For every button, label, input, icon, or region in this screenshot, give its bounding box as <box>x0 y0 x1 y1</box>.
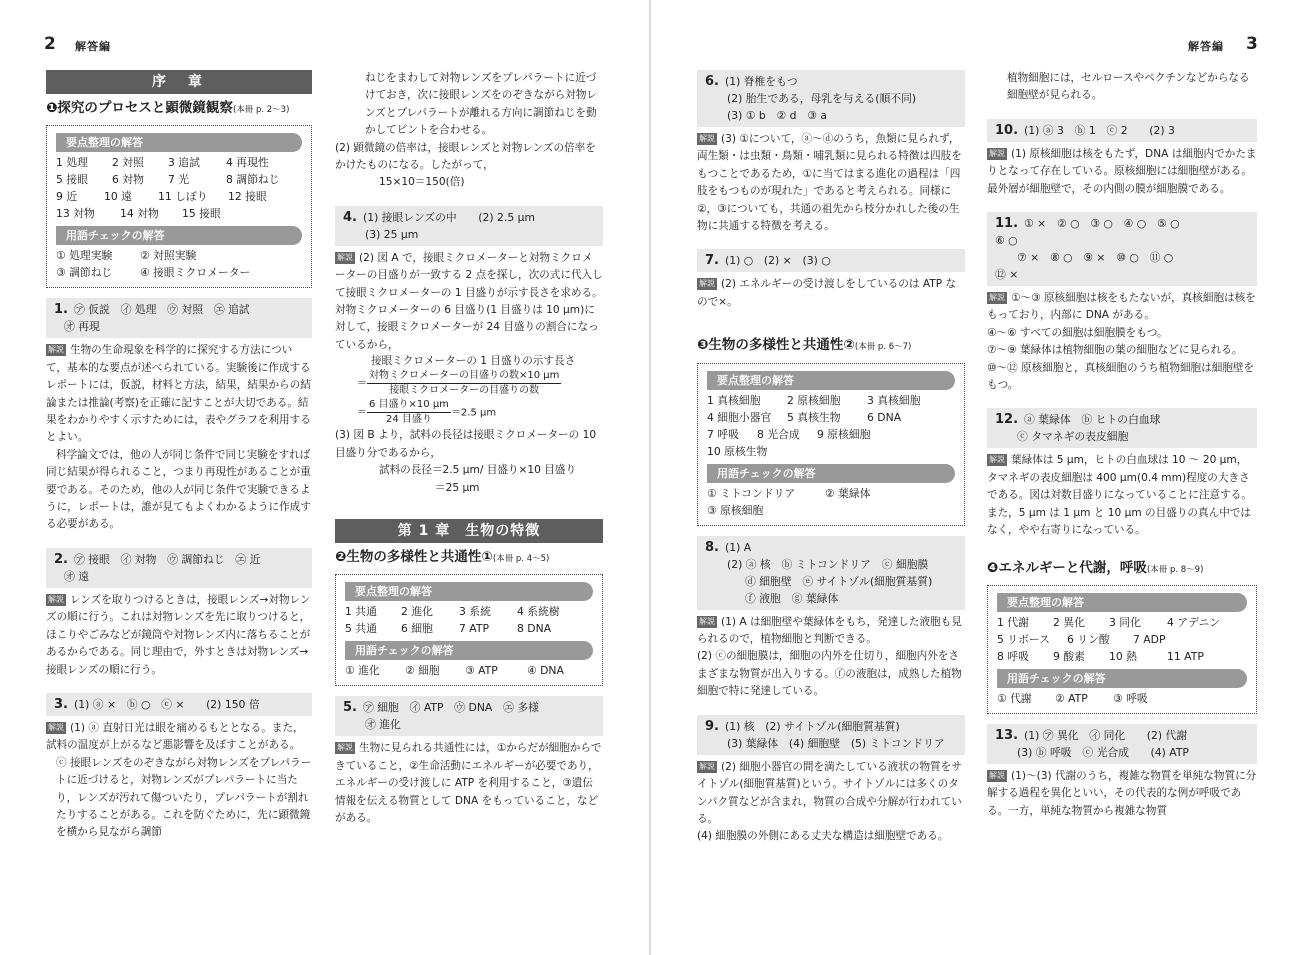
text-segment: 4 細胞小器官 <box>707 410 772 424</box>
text-segment: ㋐ 仮説 ㋑ 処理 ㋒ 対照 ㋓ 追試 <box>73 303 250 317</box>
term-row <box>56 247 302 264</box>
question-number: 4. <box>343 209 357 225</box>
text-segment: 8 光合成 <box>757 427 800 441</box>
text-segment: ④ DNA <box>527 664 564 678</box>
text-segment: (2) 細胞小器官の間を満たしている液状の物質をサイトゾル(細胞質基質)という。サイトゾルには多くのタンパク質などが含まれ，物質の合成や分解が行われている。 <box>697 760 962 825</box>
text-segment: ① × ② ○ ③ ○ ④ ○ ⑤ ○ <box>1024 217 1180 231</box>
text-segment: (3) 図 B より，試料の長径は接眼ミクロメーターの 10 目盛り分であるから， <box>335 429 597 459</box>
text-segment: 3 同化 <box>1109 615 1141 629</box>
text-segment: ② 細胞 <box>405 664 440 678</box>
summary-box <box>987 585 1257 714</box>
text-segment: 14 対物 <box>120 207 159 221</box>
summary-bar: 要点整理の解答 <box>997 593 1247 612</box>
explanation <box>697 131 965 235</box>
continued-text: ねじをまわして対物レンズをプレパラートに近づけておき，次に接眼レンズをのぞきながら対物レンズとプレパラートが離れる方向に調節ねじを動かしてピントを合わせる。 <box>365 72 598 137</box>
column-4 <box>987 70 1257 824</box>
text-segment: ⑦ × ⑧ ○ ⑨ × ⑩ ○ ⑪ ○ <box>1017 251 1174 265</box>
question-3-answer <box>46 693 312 716</box>
summary-row <box>56 205 302 222</box>
text-segment: 2 進化 <box>401 605 433 619</box>
text-segment: (1)〜(3) 代謝のうち，複雑な物質を単純な物質に分解する過程を異化といい，その代表的な例が呼吸である。一方，単純な物質から複雑な物質 <box>987 769 1257 817</box>
explanation-tag: 解説 <box>699 134 715 143</box>
text-segment: ⑩〜⑫ 原核細胞と，真核細胞のうち植物細胞は細胞壁をもつ。 <box>987 361 1255 392</box>
text-segment: ＝ <box>357 407 367 419</box>
explanation <box>987 452 1257 539</box>
explanation-tag: 解説 <box>699 616 715 626</box>
summary-row <box>707 409 955 426</box>
text-segment: 7 ATP <box>459 622 489 636</box>
question-6-answer <box>697 70 965 127</box>
question-13-answer <box>987 724 1257 764</box>
question-1-answer <box>46 298 312 338</box>
summary-row <box>997 648 1247 665</box>
fraction-equation <box>335 369 603 398</box>
explanation <box>46 720 312 842</box>
question-number: 8. <box>705 539 719 555</box>
text-segment: ⓓ 細胞壁 ⓔ サイトゾル(細胞質基質) <box>745 574 933 588</box>
question-number: 5. <box>343 700 357 716</box>
summary-bar: 要点整理の解答 <box>56 133 302 152</box>
explanation <box>335 740 603 827</box>
text-segment: 10 原核生物 <box>707 444 768 458</box>
summary-row <box>345 620 593 637</box>
question-number: 13. <box>995 727 1019 743</box>
text-segment: (1) 接眼レンズの中 (2) 2.5 µm <box>362 210 536 224</box>
question-12-answer <box>987 408 1257 448</box>
text-segment: (3) 葉緑体 (4) 細胞壁 (5) ミトコンドリア <box>727 736 945 750</box>
explanation <box>987 146 1257 198</box>
text-segment: (1) ⓐ × ⓑ ○ ⓒ × (2) 150 倍 <box>73 697 260 711</box>
section-title: ❹エネルギーと代謝，呼吸 <box>987 559 1147 576</box>
text-segment: 2 対照 <box>112 156 144 170</box>
text-segment: ⓒ 接眼レンズをのぞきながら対物レンズをプレパラートに近づけると，対物レンズがプレパラートに当たり，レンズが汚れて傷ついたり，プレパラートが割れたりすることがある。これを防ぐために，先に顕微鏡を横から見ながら調節 <box>56 756 312 839</box>
explanation-tag: 解説 <box>337 252 353 262</box>
question-number: 11. <box>995 216 1019 232</box>
text-segment: 4 アデニン <box>1167 615 1221 629</box>
question-number: 7. <box>705 253 719 269</box>
continued-text: (2) 顕微鏡の倍率は，接眼レンズと対物レンズの倍率をかけたものになる。したがって， <box>335 141 596 172</box>
explanation-tag: 解説 <box>699 279 715 289</box>
summary-row <box>997 614 1247 631</box>
summary-bar: 要点整理の解答 <box>707 371 955 390</box>
question-number: 1. <box>54 302 68 318</box>
text-segment: 13 対物 <box>56 207 95 221</box>
summary-row <box>707 426 955 443</box>
text-segment: 5 真核生物 <box>787 410 841 424</box>
text-segment: 10 遠 <box>104 190 132 204</box>
explanation-tag: 解説 <box>989 293 1005 303</box>
question-number: 2. <box>54 551 68 567</box>
text-segment: 7 ADP <box>1133 632 1166 646</box>
summary-box <box>697 363 965 526</box>
page-gutter <box>649 0 651 955</box>
text-segment: ⓐ 葉緑体 ⓑ ヒトの白血球 <box>1024 413 1161 427</box>
text-segment: 2 異化 <box>1053 615 1085 629</box>
summary-box <box>335 574 603 686</box>
text-segment: 生物の生命現象を科学的に探究する方法について，基本的な要点が述べられている。実験後に作成するレポートには，仮説，材料と方法，結果，結果からの結論または推論(考察)を正確に記すことが大切である。結果をわかりやすく示すためには，表やグラフを利用するとよい。 <box>46 344 311 444</box>
text-segment: (1) ○ (2) × (3) ○ <box>724 254 831 268</box>
question-number: 12. <box>995 412 1019 428</box>
explanation <box>46 592 312 679</box>
summary-bar: 要点整理の解答 <box>345 582 593 601</box>
section-ref: (本冊 p. 2〜3) <box>232 105 290 115</box>
summary-box <box>46 125 312 288</box>
text-segment: (4) 細胞膜の外側にある丈夫な構造は細胞壁である。 <box>697 830 949 843</box>
term-row <box>345 662 593 679</box>
text-segment: ㋔ 遠 <box>64 569 90 583</box>
text-segment: (1) ⓐ 直射日光は眼を痛めるもととなる。また，試料の温度が上がるなど悪影響を及ぼすことがある。 <box>46 721 304 752</box>
text-segment: 7 呼吸 <box>707 427 739 441</box>
text-segment: ⓒ タマネギの表皮細胞 <box>1017 430 1129 444</box>
continued-text: 植物細胞には，セルロースやペクチンなどからなる細胞壁が見られる。 <box>1007 72 1250 102</box>
text-segment: ＝2.5 µm <box>450 407 497 419</box>
text-segment: (1) ㋐ 異化 ㋑ 同化 (2) 代謝 <box>1024 728 1188 742</box>
column-2 <box>335 70 603 831</box>
text-segment: (3) 25 µm <box>365 227 419 241</box>
question-11-answer <box>987 212 1257 286</box>
explanation <box>46 342 312 533</box>
question-5-answer <box>335 696 603 736</box>
text-segment: 3 追試 <box>168 156 200 170</box>
question-number: 10. <box>995 122 1019 138</box>
text-segment: 7 光 <box>168 173 190 187</box>
question-7-answer <box>697 249 965 272</box>
text-segment: (1) 脊椎をもつ <box>724 75 798 88</box>
text-segment: 6 リン酸 <box>1067 632 1110 646</box>
column-3 <box>697 70 965 850</box>
text-segment: ② 葉緑体 <box>825 486 871 500</box>
text-segment: (2) 胎生である，母乳を与える(順不同) <box>727 92 917 105</box>
text-segment: 3 真核細胞 <box>867 393 921 407</box>
text-segment: (3) ⓑ 呼吸 ⓒ 光合成 (4) ATP <box>1017 745 1189 759</box>
text-segment: ① 進化 <box>345 664 380 678</box>
right-running-head: 解答編 <box>1188 40 1224 53</box>
question-4-answer <box>335 206 603 246</box>
text-segment: ③ 呼吸 <box>1113 691 1148 705</box>
text-segment: ① 処理実験 <box>56 249 113 263</box>
text-segment: ＝ <box>357 378 367 390</box>
text-segment: (2) 図 A で，接眼ミクロメーターと対物ミクロメーターの目盛りが一致する 2 点を探し，次の式に代入して接眼ミクロメーターの 1 目盛りが示す長さを求める。対物ミクロメーターの 6 目盛り(1 目盛りは 10 µm)に対して，接眼ミクロメーターが 24 目盛りの割合になっているから， <box>335 251 603 351</box>
text-segment: ①〜③ 原核細胞は核をもたないが，真核細胞は核をもっており，内部に DNA がある。 <box>987 292 1256 322</box>
text-segment: 5 接眼 <box>56 173 88 187</box>
text-segment: ＝25 µm <box>435 481 480 494</box>
term-row <box>56 264 302 281</box>
term-check-bar: 用語チェックの解答 <box>345 641 593 660</box>
section-title: ❸生物の多様性と共通性② <box>697 337 855 354</box>
explanation-tag: 解説 <box>989 148 1005 158</box>
text-segment: 生物に見られる共通性には，①からだが細胞からできていること，②生命活動にエネルギーが必要であり，エネルギーの受け渡しに ATP を利用すること，③遺伝情報を伝える物質として DNA をもっていること，などがある。 <box>335 742 602 824</box>
summary-row <box>345 603 593 620</box>
term-check-bar: 用語チェックの解答 <box>707 464 955 483</box>
text-segment: ④〜⑥ すべての細胞は細胞膜をもつ。 <box>987 326 1168 339</box>
explanation-tag: 解説 <box>48 594 64 604</box>
term-check-bar: 用語チェックの解答 <box>56 226 302 245</box>
chapter-heading: 序 章 <box>46 70 312 94</box>
question-2-answer <box>46 548 312 588</box>
summary-row <box>56 171 302 188</box>
text-segment: 試料の長径＝2.5 µm/ 目盛り×10 目盛り <box>379 464 577 477</box>
text-segment: 1 代謝 <box>997 615 1029 629</box>
section-heading <box>46 100 312 119</box>
question-number: 6. <box>705 74 719 89</box>
text-segment: (2) エネルギーの受け渡しをしているのは ATP なので×。 <box>697 278 957 308</box>
text-segment: (1) A は細胞壁や葉緑体をもち，発達した液胞も見られるので，植物細胞と判断できる。 <box>697 615 962 646</box>
text-segment: 接眼ミクロメーターの 1 目盛りの示す長さ <box>371 355 576 368</box>
text-segment: 対物ミクロメーターの目盛りの数×10 µm <box>367 369 561 384</box>
text-segment: 5 共通 <box>345 622 377 636</box>
text-segment: 9 原核細胞 <box>817 427 871 441</box>
text-segment: ③ 調節ねじ <box>56 266 113 280</box>
chapter-heading: 第 1 章 生物の特徴 <box>335 519 603 543</box>
question-10-answer <box>987 119 1257 142</box>
section-heading <box>697 337 965 356</box>
text-segment: 2 原核細胞 <box>787 393 841 407</box>
left-page-number: 2 <box>44 34 56 54</box>
text-segment: ⓕ 液胞 ⓖ 葉緑体 <box>745 591 839 605</box>
text-segment: 6 対物 <box>112 173 144 187</box>
text-segment: ③ 原核細胞 <box>707 503 764 517</box>
section-ref: (本冊 p. 6〜7) <box>854 342 912 353</box>
text-segment: 6 細胞 <box>401 622 433 636</box>
text-segment: 9 酸素 <box>1053 649 1085 663</box>
text-segment: 科学論文では，他の人が同じ条件で同じ実験をすれば同じ結果が得られること，つまり再現性があることが重要である。そのため，他の人が同じ条件で実験できるように，レポートは，誰が見てもよくわかるように作成する必要がある。 <box>46 448 311 531</box>
text-segment: 9 近 <box>56 190 78 204</box>
summary-row <box>997 631 1247 648</box>
text-segment: 3 系統 <box>459 605 491 619</box>
text-segment: (2) ⓒの細胞膜は，細胞の内外を仕切り，細胞内外をさまざまな物質が出入りする。ⓕの液胞は，成熟した植物細胞で特に発達している。 <box>697 650 962 698</box>
text-segment: (1) 核 (2) サイトゾル(細胞質基質) <box>724 719 900 733</box>
text-segment: (3) ① b ② d ③ a <box>727 109 827 122</box>
text-segment: 4 再現性 <box>226 156 269 170</box>
term-row <box>707 502 955 519</box>
right-page-number: 3 <box>1246 34 1258 54</box>
term-check-bar: 用語チェックの解答 <box>997 669 1247 688</box>
text-segment: ⑦〜⑨ 葉緑体は植物細胞の葉の細胞などに見られる。 <box>987 344 1243 357</box>
fraction-equation <box>335 398 603 427</box>
text-segment: 15 接眼 <box>182 207 221 221</box>
text-segment: 24 目盛り <box>386 414 432 426</box>
section-heading <box>335 549 603 568</box>
section-title: ❷生物の多様性と共通性① <box>335 548 493 565</box>
question-8-answer <box>697 536 965 610</box>
summary-row <box>56 188 302 205</box>
explanation <box>987 290 1257 394</box>
text-segment: 6 DNA <box>867 410 902 424</box>
term-row <box>997 690 1247 707</box>
text-segment: ① ミトコンドリア <box>707 486 796 500</box>
summary-row <box>707 392 955 409</box>
explanation-tag: 解説 <box>48 345 64 355</box>
text-segment: 1 真核細胞 <box>707 393 761 407</box>
text-segment: ㋐ 細胞 ㋑ ATP ㋒ DNA ㋓ 多様 <box>362 701 539 715</box>
section-title: ❶探究のプロセスと顕微鏡観察 <box>46 100 233 116</box>
text-segment: 11 しぼり <box>158 190 208 204</box>
text-segment: 11 ATP <box>1167 649 1204 663</box>
text-segment: 1 共通 <box>345 605 377 619</box>
text-segment: ② ATP <box>1055 691 1088 705</box>
text-segment: 5 リボース <box>997 632 1050 646</box>
text-segment: ㋔ 進化 <box>365 718 401 732</box>
text-segment: レンズを取りつけるときは，接眼レンズ→対物レンズの順に行う。これは対物レンズを先に取りつけると，ほこりやごみなどが鏡筒や対物レンズ内に落ちることがあるからである。同じ理由で，外すときは対物レンズ→接眼レンズの順に行う。 <box>46 593 311 676</box>
explanation <box>335 250 603 497</box>
text-segment: ㋐ 接眼 ㋑ 対物 ㋒ 調節ねじ ㋓ 近 <box>73 552 261 566</box>
explanation-tag: 解説 <box>989 455 1005 465</box>
section-ref: (本冊 p. 4〜5) <box>492 553 550 564</box>
text-segment: 4 系統樹 <box>517 605 560 619</box>
question-9-answer <box>697 715 965 755</box>
text-segment: (1) A <box>724 540 752 554</box>
question-number: 3. <box>54 696 68 712</box>
text-segment: ④ 接眼ミクロメーター <box>140 266 251 280</box>
text-segment: 10 熱 <box>1109 649 1137 663</box>
explanation <box>697 614 965 701</box>
left-running-head: 解答編 <box>75 40 111 53</box>
section-ref: (本冊 p. 8〜9) <box>1146 564 1204 575</box>
text-segment: ㋔ 再現 <box>64 320 100 334</box>
text-segment: 葉緑体は 5 µm，ヒトの白血球は 10 〜 20 µm，タマネギの表皮細胞は 400 µm(0.4 mm)程度の大きさである。図は対数目盛りになっていることに注意する。また，5 µm は 1 µm と 10 µm の目盛りの真ん中ではなく，やや右寄りになっている。 <box>987 454 1252 537</box>
text-segment: (2) ⓐ 核 ⓑ ミトコンドリア ⓒ 細胞膜 <box>727 557 929 571</box>
explanation <box>987 768 1257 820</box>
text-segment: ① 代謝 <box>997 691 1032 705</box>
explanation <box>697 759 965 846</box>
term-row <box>707 485 955 502</box>
text-segment: ⑫ × <box>995 268 1019 282</box>
text-segment: 8 呼吸 <box>997 649 1029 663</box>
summary-row <box>707 443 955 460</box>
text-segment: 12 接眼 <box>228 190 267 204</box>
text-segment: 1 処理 <box>56 156 88 170</box>
explanation-tag: 解説 <box>337 743 353 753</box>
text-segment: 接眼ミクロメーターの目盛りの数 <box>389 385 540 397</box>
text-segment: ③ ATP <box>465 664 498 678</box>
question-number: 9. <box>705 718 719 734</box>
text-segment: 8 DNA <box>517 622 552 636</box>
explanation-tag: 解説 <box>699 761 715 771</box>
text-segment: ⑥ ○ <box>995 234 1018 248</box>
explanation-tag: 解説 <box>989 770 1005 780</box>
explanation <box>697 276 965 311</box>
text-segment: (3) ①について，ⓐ〜ⓓのうち，魚類に見られず，両生類・は虫類・鳥類・哺乳類に見られる特徴は四肢をもつことであるため，①に当てはまる進化の過程は「四肢をもつものが現れた」であると考えられる。同様に②，③についても，共通の祖先から枝分かれした後の生物に共通する特徴を考える。 <box>697 133 962 233</box>
text-segment: 6 目盛り×10 µm <box>367 398 451 413</box>
explanation-tag: 解説 <box>48 722 64 732</box>
text-segment: 8 調節ねじ <box>226 173 280 187</box>
column-1 <box>46 70 312 846</box>
text-segment: (1) ⓐ 3 ⓑ 1 ⓒ 2 (2) 3 <box>1024 123 1175 137</box>
equation: 15×10＝150(倍) <box>379 176 465 189</box>
text-segment: ② 対照実験 <box>140 249 197 263</box>
text-segment: (1) 原核細胞は核をもたず，DNA は細胞内でかたまりとなって存在している。原核細胞には細胞壁がある。最外層が細胞壁で，その内側の膜が細胞膜である。 <box>987 147 1257 195</box>
summary-row <box>56 154 302 171</box>
section-heading <box>987 560 1257 579</box>
